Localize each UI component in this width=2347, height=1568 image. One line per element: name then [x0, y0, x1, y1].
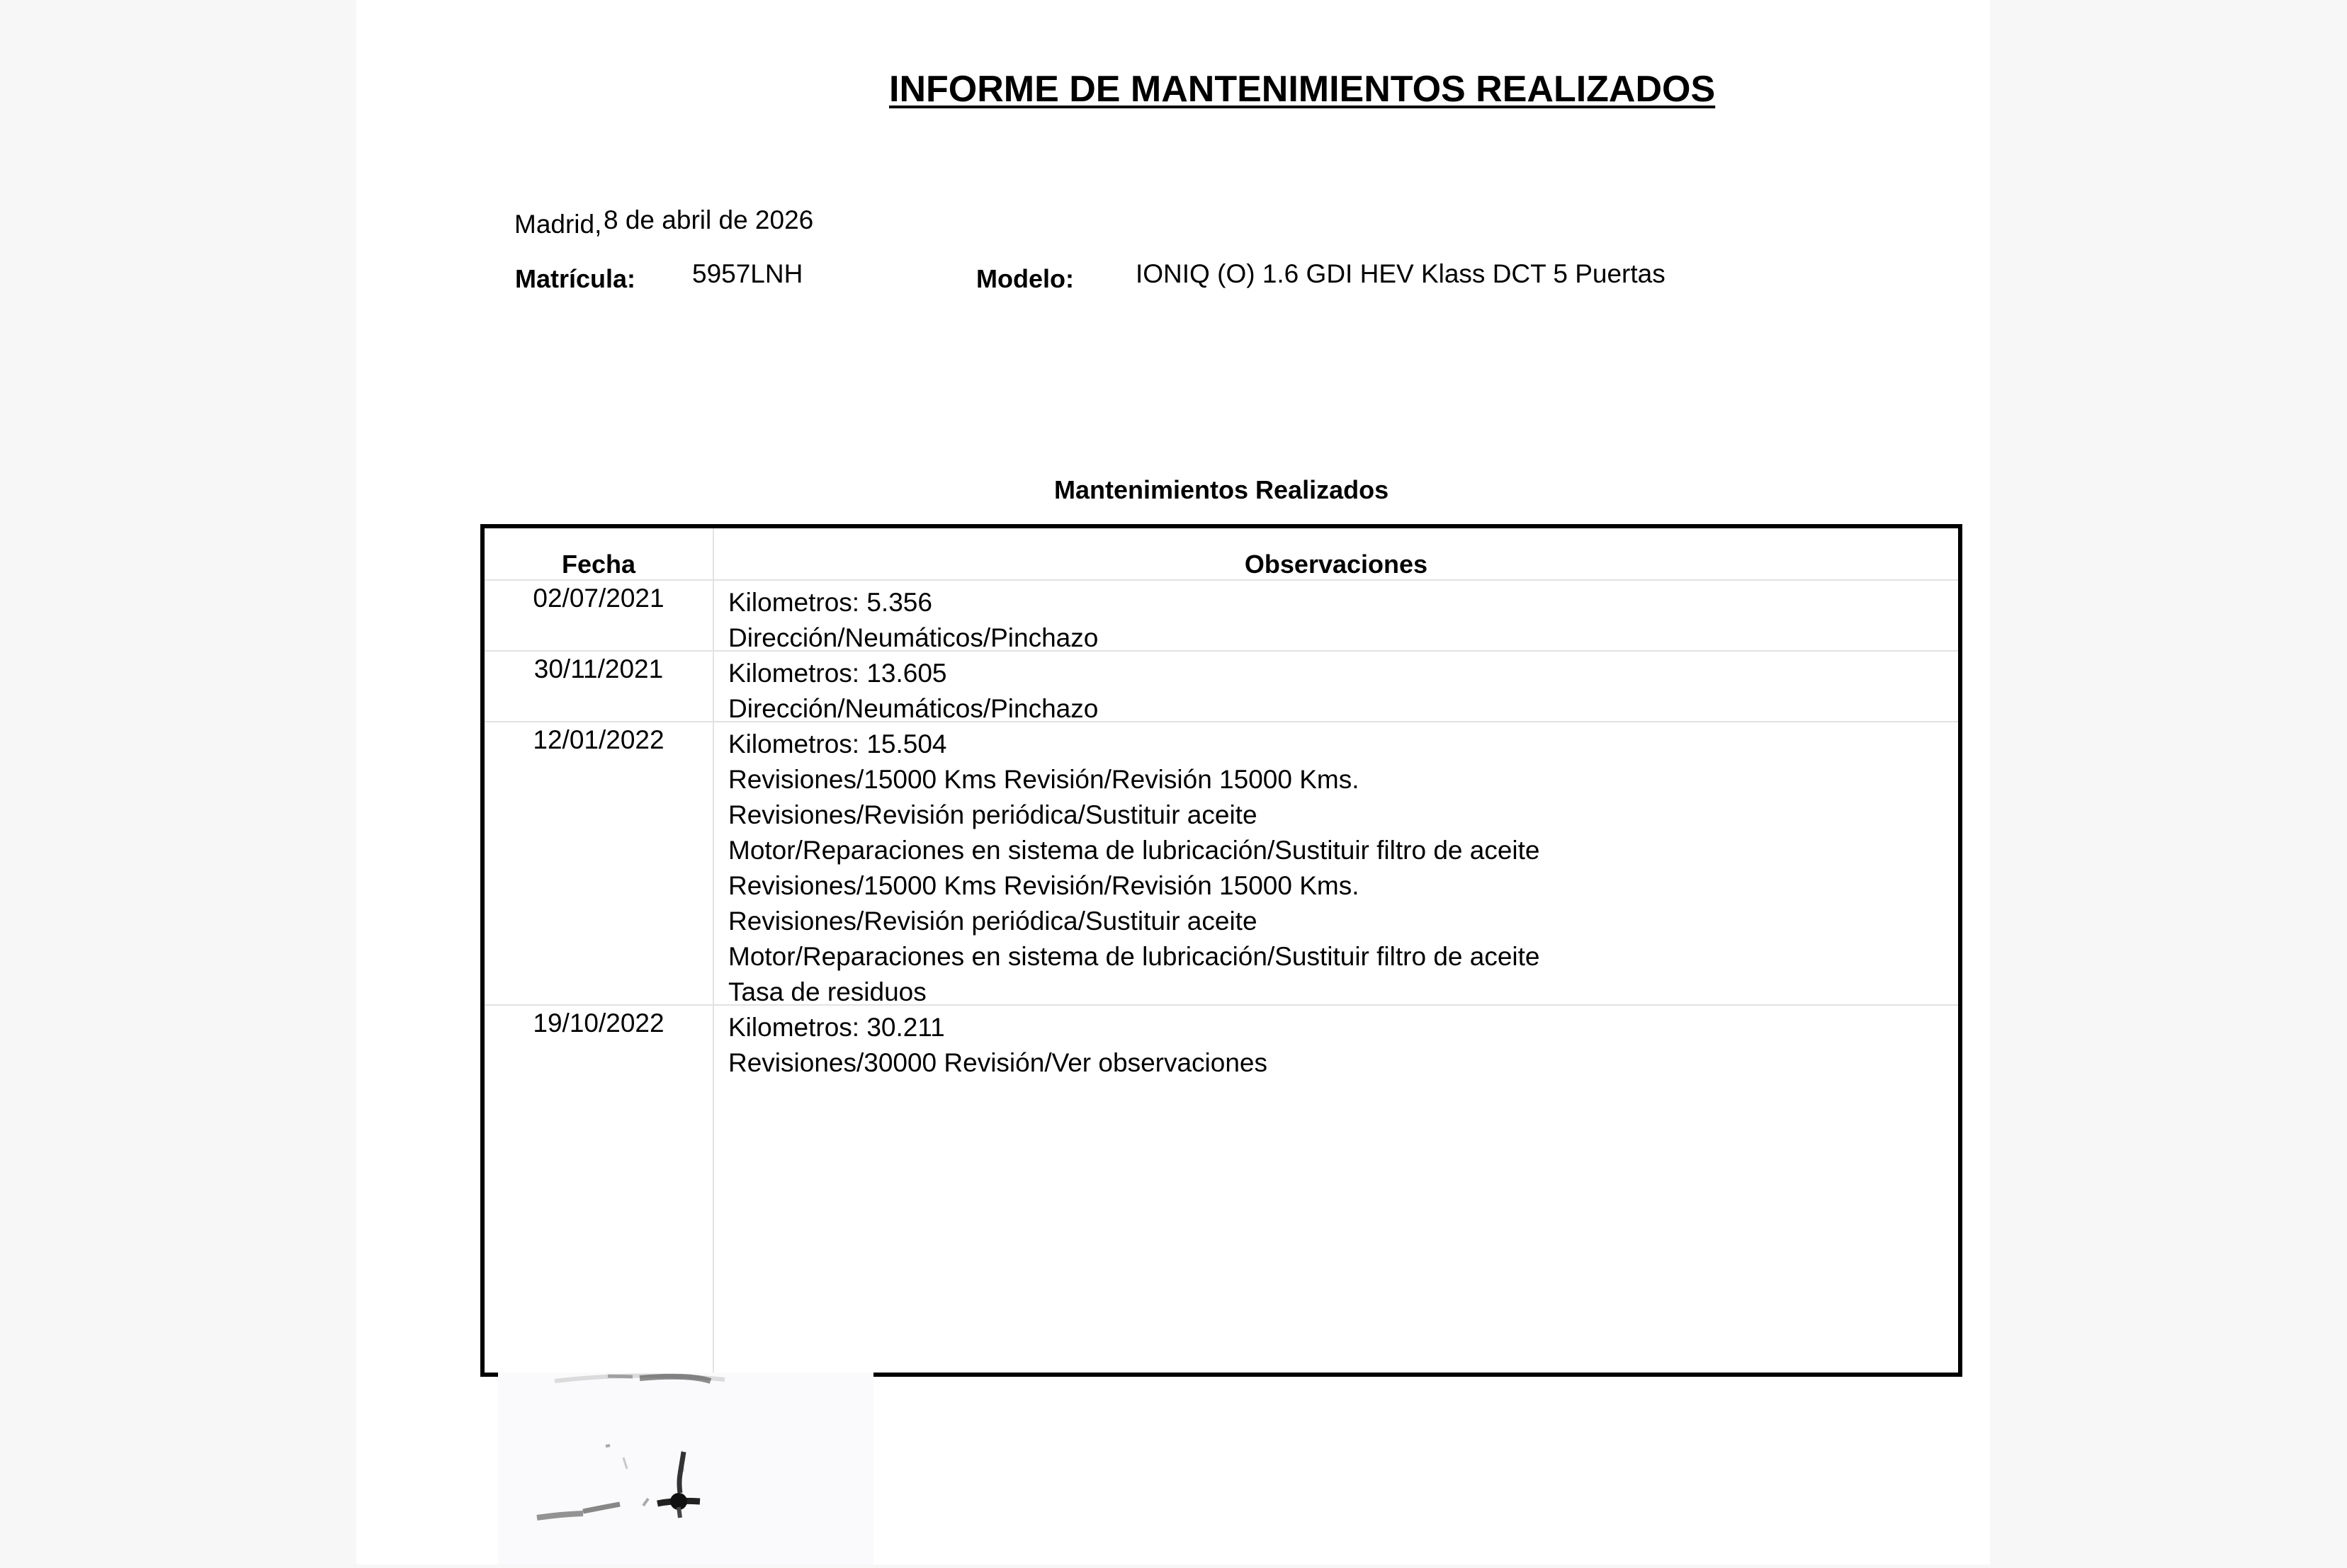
- observation-line: Revisiones/15000 Kms Revisión/Revisión 15000 Kms.: [728, 765, 1359, 794]
- plate-label: Matrícula:: [515, 264, 636, 293]
- observation-line: Motor/Reparaciones en sistema de lubricación/Sustituir filtro de aceite: [728, 942, 1540, 971]
- header-fecha: Fecha: [561, 550, 636, 579]
- observation-line: Dirección/Neumáticos/Pinchazo: [728, 694, 1099, 723]
- section-title: Mantenimientos Realizados: [1054, 475, 1389, 504]
- observation-line: Kilometros: 30.211: [728, 1013, 945, 1042]
- row-date: 19/10/2022: [533, 1009, 664, 1038]
- header-observaciones: Observaciones: [1244, 550, 1428, 579]
- observation-line: Dirección/Neumáticos/Pinchazo: [728, 623, 1099, 652]
- observation-line: Revisiones/Revisión periódica/Sustituir aceite: [728, 907, 1257, 936]
- row-date: 30/11/2021: [533, 654, 664, 683]
- observation-line: Kilometros: 13.605: [728, 659, 947, 688]
- table-row: [485, 581, 1958, 652]
- row-observations: [728, 585, 1098, 656]
- observation-line: Revisiones/15000 Kms Revisión/Revisión 15000 Kms.: [728, 871, 1359, 900]
- row-observations: [728, 1010, 1267, 1081]
- model-label: Modelo:: [976, 264, 1074, 293]
- row-observations: [728, 727, 1540, 1010]
- maintenance-table: [480, 524, 1962, 1377]
- model-value: IONIQ (O) 1.6 GDI HEV Klass DCT 5 Puertas: [1136, 259, 1665, 288]
- observation-line: Revisiones/30000 Revisión/Ver observaciones: [728, 1048, 1267, 1077]
- observation-line: Kilometros: 15.504: [728, 729, 947, 759]
- report-title: INFORME DE MANTENIMIENTOS REALIZADOS: [889, 69, 1716, 110]
- observation-line: Motor/Reparaciones en sistema de lubricación/Sustituir filtro de aceite: [728, 836, 1540, 865]
- report-date: 8 de abril de 2026: [604, 205, 814, 234]
- observation-line: Revisiones/Revisión periódica/Sustituir aceite: [728, 800, 1257, 829]
- row-date: 12/01/2022: [533, 725, 664, 754]
- observation-line: Tasa de residuos: [728, 977, 927, 1006]
- signature-icon: [498, 1373, 873, 1564]
- row-date: 02/07/2021: [533, 584, 664, 613]
- signature-image: [498, 1373, 873, 1564]
- table-row: [485, 1006, 1958, 1374]
- observation-line: Kilometros: 5.356: [728, 588, 932, 617]
- table-row: [485, 652, 1958, 722]
- city-label: Madrid,: [514, 210, 602, 239]
- row-observations: [728, 656, 1098, 727]
- table-row: [485, 722, 1958, 1006]
- plate-value: 5957LNH: [692, 259, 803, 288]
